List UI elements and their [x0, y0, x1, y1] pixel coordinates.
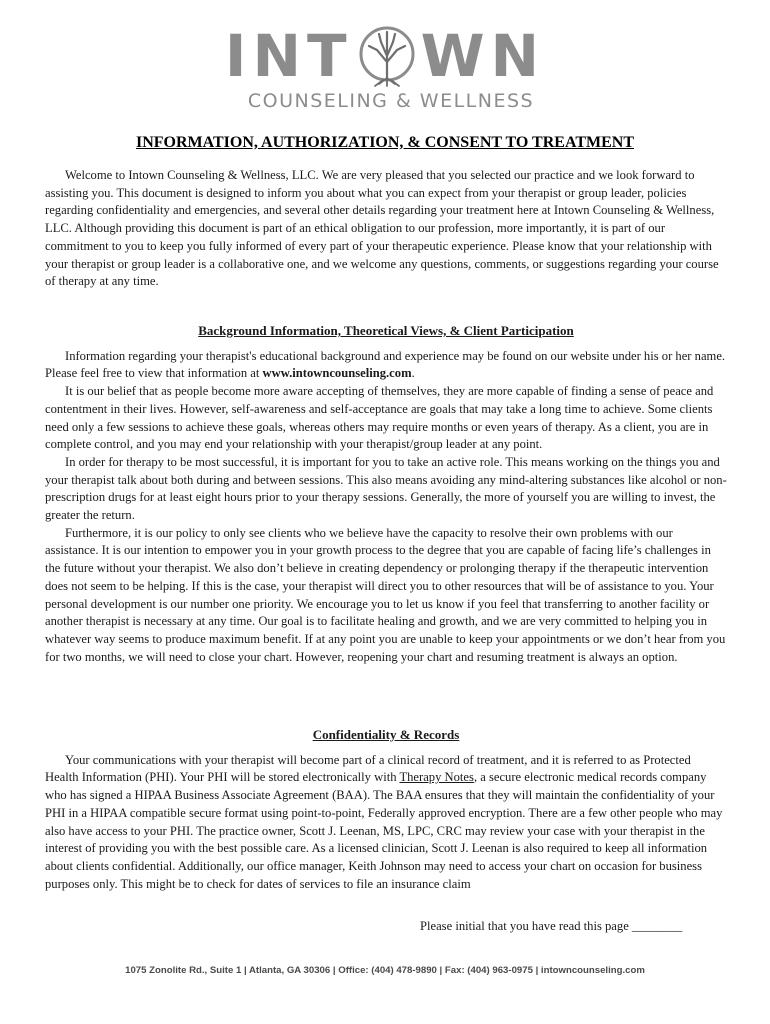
- confidentiality-text-end: , a secure electronic medical records company who has signed a HIPAA Business Associate Agreement (BAA). The BAA ensures that they will maintain the confidentiality of your PHI in a HIPAA compatible secure format using point-to-point, Federally approved encryption. There are a few other people who may also have access to your PHI. The practice owner, Scott J. Leenan, MS, LPC, CRC may review your case with your therapist in the interest of providing you with the best possible care. As a licensed clinician, Scott J. Leenan is also required to keep all information about clients confidential. Additionally, our office manager, Keith Johnson may need to access your chart on occasion for business purposes only. This might be to check for dates of services to file an insurance claim: [45, 770, 723, 891]
- logo-wordmark: [225, 24, 545, 88]
- footer-contact: 1075 Zonolite Rd., Suite 1 | Atlanta, GA 30306 | Office: (404) 478-9890 | Fax: (404) 963-0975 | intowncounseling.com: [125, 965, 645, 976]
- confidentiality-section: [45, 726, 727, 893]
- company-logo: [0, 24, 770, 112]
- intro-section: [45, 167, 727, 291]
- tree-icon: [355, 24, 419, 88]
- background-section: [45, 322, 727, 666]
- confidentiality-text: Your communications with your therapist will become part of a clinical record of treatment, and it is referred to as Protected Health Information (PHI). Your PHI will be stored electronically with: [45, 752, 691, 785]
- confidentiality-heading: Confidentiality & Records: [312, 727, 460, 742]
- background-paragraph-4: Furthermore, it is our policy to only see clients who we believe have the capacity to resolve their own problems with our assistance. It is our intention to empower you in your growth process to the degree that you are capable of facing life’s challenges in the future without your therapist. We also don’t believe in creating dependency or prolonging therapy if the therapeutic intervention does not seem to be helping. If this is the case, your therapist will direct you to other resources that will be of assistance to you. Your personal development is our number one priority. We encourage you to let us know if you feel that transferring to another facility or another therapist is necessary at any time. Our goal is to facilitate healing and growth, and we are very committed to helping you in whatever way seems to produce maximum benefit. If at any point you are unable to keep your appointments or we don’t hear from you for two months, we will need to close your chart. However, reopening your chart and resuming treatment is always an option.: [45, 525, 726, 664]
- background-paragraph-3: In order for therapy to be most successful, it is important for you to take an active role. This means working on the things you and your therapist talk about both during and between sessions. This also means avoiding any mind-altering substances like alcohol or non-prescription drugs for at least eight hours prior to your therapy sessions. Generally, the more of yourself you are willing to invest, the greater the return.: [45, 454, 727, 523]
- logo-subtitle: COUNSELING & WELLNESS: [247, 90, 535, 112]
- logo-word-left: INT: [224, 22, 353, 90]
- background-paragraph-1: [45, 348, 727, 383]
- website-link[interactable]: www.intowncounseling.com: [262, 366, 412, 381]
- background-paragraph-2: It is our belief that as people become more aware accepting of themselves, they are more capable of finding a sense of peace and contentment in their lives. However, self-awareness and self-acceptance are goals that may take a long time to achieve. Some clients need only a few sessions to achieve these goals, whereas others may require months or even years of therapy. As a client, you are in complete control, and you may end your relationship with your therapist/group leader at any point.: [45, 384, 714, 452]
- initial-prompt: Please initial that you have read this page ________: [420, 919, 683, 933]
- intro-paragraph: Welcome to Intown Counseling & Wellness, LLC. We are very pleased that you selected our practice and we look forward to assisting you. This document is designed to inform you about what you can expect from your therapist or group leader, policies regarding confidentiality and emergencies, and several other details regarding your treatment here at Intown Counseling & Wellness, LLC. Although providing this document is part of an ethical obligation to our profession, more importantly, it is part of our commitment to you to keep you fully informed of every part of your therapeutic experience. Please know that your relationship with your therapist or group leader is a collaborative one, and we welcome any questions, comments, or suggestions regarding your course of therapy at any time.: [45, 168, 719, 289]
- logo-word-right: WN: [420, 22, 546, 90]
- background-p1-end: .: [411, 366, 415, 381]
- confidentiality-paragraph: [45, 752, 727, 894]
- background-heading: Background Information, Theoretical Views, & Client Participation: [198, 323, 574, 338]
- document-title: INFORMATION, AUTHORIZATION, & CONSENT TO TREATMENT: [135, 134, 634, 151]
- background-p1-text: Information regarding your therapist's educational background and experience may be found on our website under his or her name. Please feel free to view that information at: [45, 348, 726, 381]
- therapy-notes-link[interactable]: Therapy Notes: [399, 770, 474, 785]
